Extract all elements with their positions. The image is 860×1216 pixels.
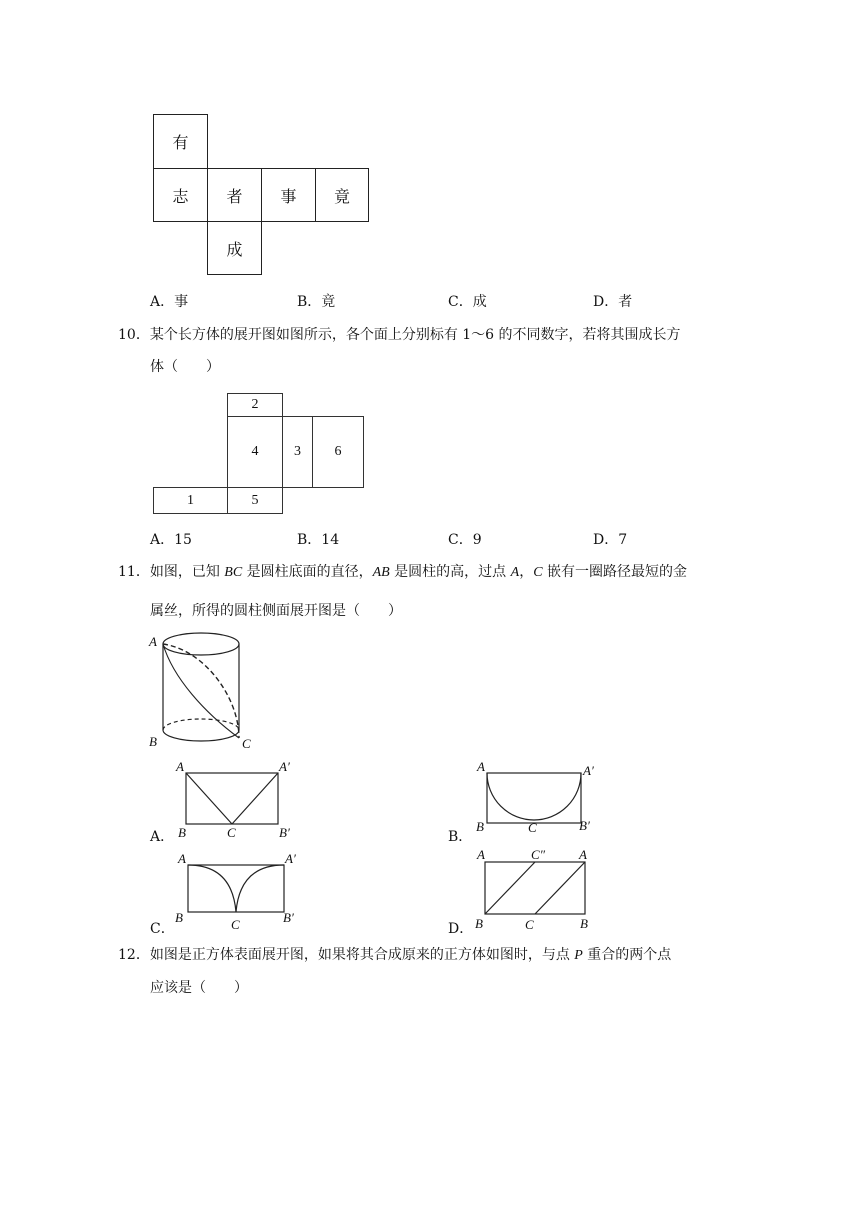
fig-d-label-a-right: A bbox=[579, 847, 587, 862]
net-face-2: 2 bbox=[227, 393, 283, 417]
q9-option-d: D．者 bbox=[593, 294, 633, 310]
net-face-you: 有 bbox=[153, 114, 208, 169]
q12-text-b: 重合的两个点 bbox=[582, 947, 672, 963]
q11-option-c-letter: C． bbox=[150, 921, 175, 937]
cyl-label-a: A bbox=[149, 634, 157, 649]
fig-a-label-b-prime: B′ bbox=[279, 825, 290, 840]
cylinder-figure bbox=[145, 628, 255, 754]
q10-stem-line1 bbox=[118, 320, 681, 350]
fig-d-label-b-left: B bbox=[475, 916, 483, 931]
q9-option-b: B．竟 bbox=[297, 294, 336, 310]
q11-var-bc: BC bbox=[224, 565, 243, 580]
fig-b-label-a-prime: A′ bbox=[583, 763, 594, 778]
net-face-4: 4 bbox=[227, 416, 283, 488]
q11-stem-line1 bbox=[118, 557, 687, 588]
fig-d-label-b-right: B bbox=[580, 916, 588, 931]
net-face-1: 1 bbox=[153, 487, 228, 514]
q12-stem-line1 bbox=[118, 940, 671, 971]
q11-comma: ， bbox=[519, 564, 534, 580]
q11-option-a-letter: A． bbox=[150, 829, 175, 845]
fig-a-label-a: A bbox=[176, 759, 184, 774]
q11-option-b-figure bbox=[473, 758, 601, 840]
net-face-cheng: 成 bbox=[207, 221, 262, 275]
q10-option-a: A．15 bbox=[150, 532, 192, 548]
fig-c-label-b: B bbox=[175, 910, 183, 925]
q11-number: 11． bbox=[118, 564, 150, 580]
fig-b-label-b-prime: B′ bbox=[579, 818, 590, 833]
q11-var-a: A bbox=[510, 565, 520, 580]
q10-text-1: 某个长方体的展开图如图所示，各个面上分别标有 1～6 的不同数字，若将其围成长方 bbox=[149, 327, 681, 343]
q12-number: 12． bbox=[118, 947, 150, 963]
q9-option-a: A．事 bbox=[150, 294, 189, 310]
q11-var-c: C bbox=[533, 565, 543, 580]
fig-a-label-c: C bbox=[227, 825, 236, 840]
fig-d-label-a-left: A bbox=[477, 847, 485, 862]
cyl-label-c: C bbox=[242, 736, 251, 751]
net-face-3: 3 bbox=[282, 416, 313, 488]
fig-d-label-c: C bbox=[525, 917, 534, 931]
q11-option-b-letter: B． bbox=[448, 829, 473, 845]
net-face-zhe: 者 bbox=[207, 168, 262, 222]
q10-option-b: B．14 bbox=[297, 532, 340, 548]
q11-stem-line2: 属丝，所得的圆柱侧面展开图是（ ） bbox=[150, 603, 402, 619]
fig-a-label-b: B bbox=[178, 825, 186, 840]
fig-a-label-a-prime: A′ bbox=[279, 759, 290, 774]
q11-text-a: 如图，已知 bbox=[149, 564, 225, 580]
q12-var-p: P bbox=[574, 948, 583, 963]
q11-text-b: 是圆柱底面的直径， bbox=[242, 564, 373, 580]
net-face-shi: 事 bbox=[261, 168, 316, 222]
q11-option-d-figure bbox=[473, 845, 601, 931]
q10-option-d: D．7 bbox=[593, 532, 628, 548]
fig-b-label-c: C bbox=[528, 820, 537, 835]
q10-stem-line2: 体（ ） bbox=[150, 359, 220, 375]
fig-c-label-a-prime: A′ bbox=[285, 851, 296, 866]
q11-var-ab: AB bbox=[372, 565, 390, 580]
q11-text-d: 嵌有一圈路径最短的金 bbox=[542, 564, 687, 580]
net-face-5: 5 bbox=[227, 487, 283, 514]
fig-c-label-c: C bbox=[231, 917, 240, 932]
q9-option-c: C．成 bbox=[448, 294, 487, 310]
q11-option-c-figure bbox=[172, 850, 302, 932]
fig-b-label-b: B bbox=[476, 819, 484, 834]
fig-d-label-c-dprime: C″ bbox=[531, 847, 546, 862]
q11-option-a-figure bbox=[172, 758, 300, 840]
net-face-jing: 竟 bbox=[315, 168, 369, 222]
cyl-label-b: B bbox=[149, 734, 157, 749]
q12-text-a: 如图是正方体表面展开图，如果将其合成原来的正方体如图时，与点 bbox=[149, 947, 575, 963]
q11-text-c: 是圆柱的高，过点 bbox=[389, 564, 511, 580]
q12-stem-line2: 应该是（ ） bbox=[150, 980, 248, 996]
fig-c-label-a: A bbox=[178, 851, 186, 866]
q10-number: 10． bbox=[118, 327, 150, 343]
net-face-6: 6 bbox=[312, 416, 364, 488]
q10-option-c: C．9 bbox=[448, 532, 482, 548]
fig-b-label-a: A bbox=[477, 759, 485, 774]
fig-c-label-b-prime: B′ bbox=[283, 910, 294, 925]
net-face-zhi: 志 bbox=[153, 168, 208, 222]
q11-option-d-letter: D． bbox=[448, 921, 474, 937]
